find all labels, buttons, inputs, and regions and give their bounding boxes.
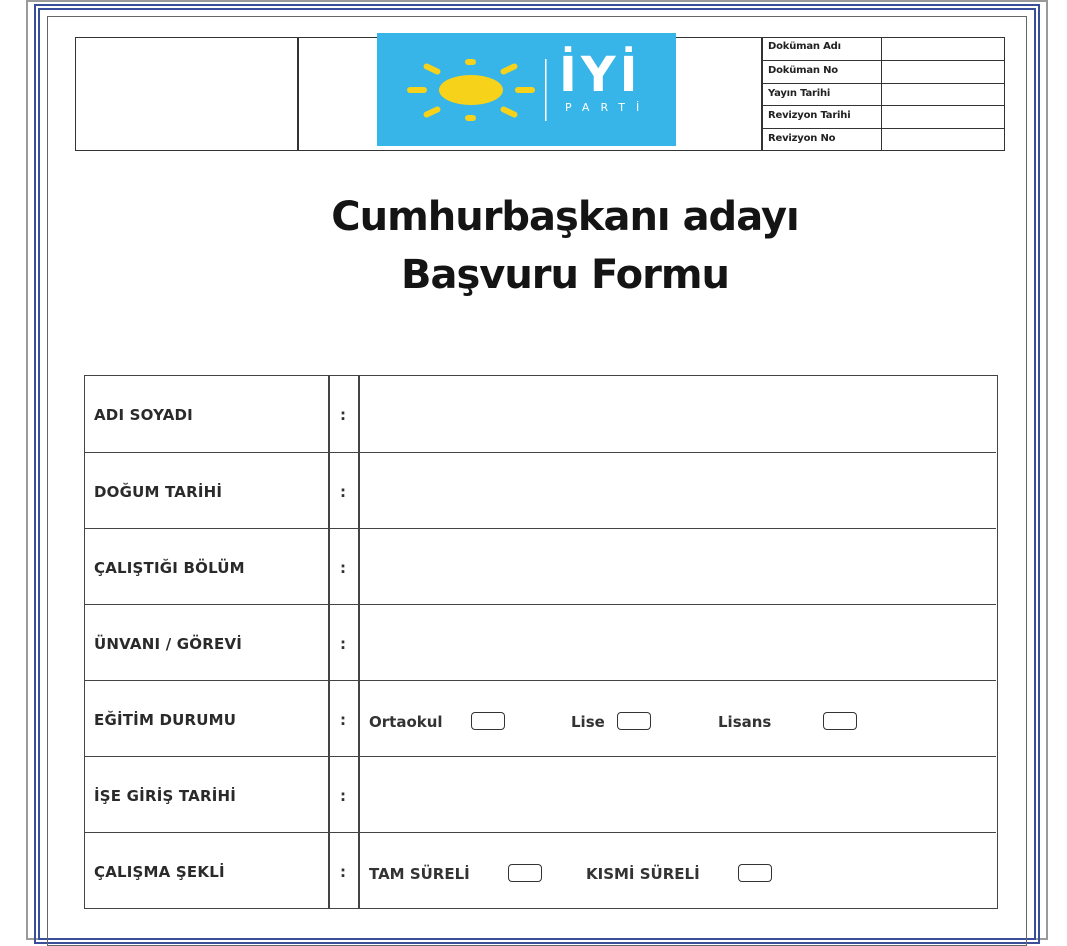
field-label: İŞE GİRİŞ TARİHİ [94,787,237,805]
field-colon: : [340,483,346,501]
form-row-birthdate [85,452,996,528]
name-field[interactable] [360,376,996,452]
document-meta-table [762,37,1005,151]
form-row-start-date [85,756,996,832]
meta-row [762,105,1005,128]
meta-label: Doküman Adı [768,41,841,52]
application-form-table [84,375,998,909]
logo-wordmark: İYİ [559,47,642,103]
iyi-parti-logo [377,33,676,146]
field-label: ÇALIŞMA ŞEKLİ [94,863,225,881]
meta-label: Revizyon No [768,133,836,145]
birthdate-field[interactable] [360,453,996,528]
form-row-name [85,376,996,452]
meta-label: Doküman No [768,64,838,76]
meta-row [762,128,1005,151]
meta-divider [881,129,882,151]
form-row-department [85,528,996,604]
field-label: ÜNVANI / GÖREVİ [94,635,243,653]
checkbox-full-time[interactable] [508,864,542,882]
field-label: DOĞUM TARİHİ [94,483,223,501]
meta-row [762,60,1005,83]
option-label-ortaokul: Ortaokul [369,713,443,731]
form-title-line-1: Cumhurbaşkanı adayı [331,194,799,240]
option-label-part-time: KISMİ SÜRELİ [586,865,700,883]
checkbox-lise[interactable] [617,712,651,730]
logo-subtext: PARTİ [565,101,651,114]
checkbox-lisans[interactable] [823,712,857,730]
field-colon: : [340,711,346,729]
field-label: ADI SOYADI [94,406,193,424]
option-label-full-time: TAM SÜRELİ [369,865,470,883]
option-label-lisans: Lisans [718,713,772,731]
form-title-line-2: Başvuru Formu [400,252,730,298]
header-divider [297,38,299,150]
meta-divider [881,84,882,106]
meta-divider [881,61,882,83]
meta-label: Revizyon Tarihi [768,110,851,122]
form-row-work-type [85,832,996,908]
field-colon: : [340,559,346,577]
option-label-lise: Lise [571,713,605,731]
meta-divider [881,106,882,128]
field-label: EĞİTİM DURUMU [94,711,237,729]
start-date-field[interactable] [360,757,996,832]
checkbox-ortaokul[interactable] [471,712,505,730]
field-colon: : [340,635,346,653]
field-colon: : [340,787,346,805]
field-label: ÇALIŞTIĞI BÖLÜM [94,559,245,577]
field-colon: : [340,863,346,881]
meta-label: Yayın Tarihi [768,87,831,99]
title-field[interactable] [360,605,996,680]
form-row-title [85,604,996,680]
meta-divider [881,37,882,60]
meta-row [762,83,1005,106]
checkbox-part-time[interactable] [738,864,772,882]
form-row-education [85,680,996,756]
meta-row [762,37,1005,60]
department-field[interactable] [360,529,996,604]
field-colon: : [340,406,346,424]
